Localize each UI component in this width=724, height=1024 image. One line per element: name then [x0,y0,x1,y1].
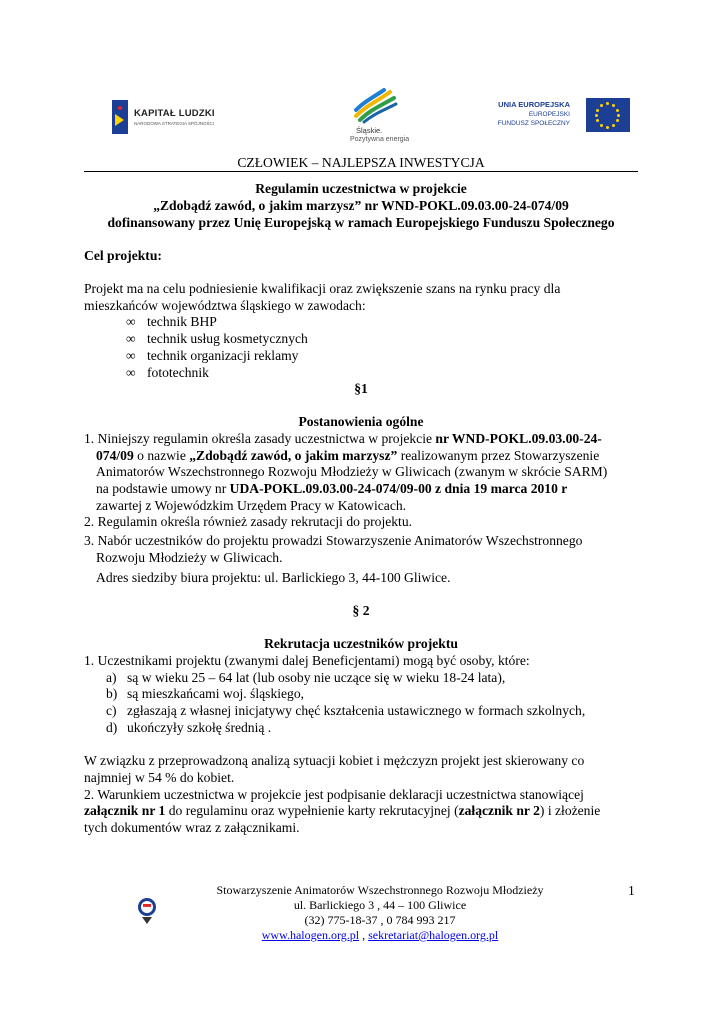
project-name-line: „Zdobądź zawód, o jakim marzysz” nr WND-POKL.09.03.00-24-074/09 [153,198,569,213]
condition-text: są w wieku 25 – 64 lat (lub osoby nie uczące się w wieku 18-24 lata), [127,670,506,685]
list-item [106,670,506,686]
slaskie-waves-icon [350,88,400,124]
header-motto: CZŁOWIEK – NAJLEPSZA INWESTYCJA [237,155,485,170]
text-run: realizowanym przez Stowarzyszenie [397,448,600,463]
document-title: Regulamin uczestnictwa w projekcie [255,181,467,196]
logo-bar [0,88,724,152]
goal-intro-line-2: mieszkańców województwa śląskiego w zawodach: [84,298,366,313]
project-number: nr WND-POKL.09.03.00-24- [435,431,602,446]
section-1-paragraph-1-line-1 [84,431,602,447]
website-link[interactable]: www.halogen.org.pl [261,928,360,942]
section-1-paragraph-2: 2. Regulamin określa również zasady rekrutacji do projektu. [84,514,413,529]
email-link[interactable]: sekretariat@halogen.org.pl [368,928,499,942]
section-2-paragraph-2-line-1: 2. Warunkiem uczestnictwa w projekcie jest podpisanie deklaracji uczestnictwa stanowiącej [84,787,584,802]
bullet-infinity-icon: ∞ [126,314,136,329]
bullet-infinity-icon: ∞ [126,365,136,380]
eu-line-2: EUROPEJSKI [528,111,570,118]
header-divider [84,171,638,172]
list-item [126,331,308,347]
eu-line-1: UNIA EUROPEJSKA [498,100,570,109]
eu-flag-icon [586,98,630,132]
contract-number: UDA-POKL.09.03.00-24-074/09-00 z dnia 19 marca 2010 r [229,481,568,496]
bullet-infinity-icon: ∞ [126,348,136,363]
slaskie-tagline: Pozytywna energia [350,136,410,143]
eu-line-3: FUNDUSZ SPOŁECZNY [497,120,570,127]
kapital-ludzki-emblem-icon [112,100,128,134]
footer-phone: (32) 775-18-37 , 0 784 993 217 [304,913,456,927]
footer-separator: , [359,928,369,942]
list-item [106,686,305,702]
women-note-line-2: najmniej w 54 % do kobiet. [84,770,235,785]
section-1-heading: Postanowienia ogólne [298,414,424,429]
section-1-paragraph-1-line-2 [96,448,599,464]
condition-letter: d) [106,720,118,735]
slaskie-logo [340,88,410,152]
project-number-end: 074/09 [96,448,134,463]
section-1-paragraph-3-line-3: Adres siedziby biura projektu: ul. Barlickiego 3, 44-100 Gliwice. [96,570,451,585]
list-item [106,703,586,719]
section-1-paragraph-3-line-1: 3. Nabór uczestników do projektu prowadzi Stowarzyszenie Animatorów Wszechstronnego [84,533,583,548]
bullet-infinity-icon: ∞ [126,331,136,346]
list-item [126,348,299,364]
section-1-number: §1 [354,381,368,396]
section-2-paragraph-2-line-2 [84,803,600,819]
list-item [106,720,272,736]
condition-text: ukończyły szkołę średnią . [127,720,272,735]
kapital-ludzki-title: KAPITAŁ LUDZKI [134,108,215,119]
footer-links [170,928,590,943]
condition-letter: b) [106,686,118,701]
attachment-2-ref: załącznik nr 2 [458,803,540,818]
section-2-number: § 2 [352,603,370,618]
goal-intro-line-1: Projekt ma na celu podniesienie kwalifikacji oraz zwiększenie szans na rynku pracy dla [84,281,561,296]
section-2-paragraph-2-line-3: tych dokumentów wraz z załącznikami. [84,820,300,835]
women-note-line-1: W związku z przeprowadzoną analizą sytuacji kobiet i mężczyzn projekt jest skierowany co [84,753,585,768]
section-2-paragraph-1: 1. Uczestnikami projektu (zwanymi dalej Beneficjentami) mogą być osoby, które: [84,653,530,668]
slaskie-name: Śląskie. [356,126,383,135]
section-1-paragraph-3-line-2: Rozwoju Młodzieży w Gliwicach. [96,550,283,565]
condition-text: są mieszkańcami woj. śląskiego, [127,686,305,701]
eu-efs-logo [497,98,630,138]
page-number: 1 [628,883,635,898]
goal-heading: Cel projektu: [84,248,162,263]
section-1-paragraph-1-line-3: Animatorów Wszechstronnego Rozwoju Młodzieży w Gliwicach (zwanym w skrócie SARM) [96,464,608,479]
condition-letter: c) [106,703,117,718]
list-item [126,314,217,330]
profession-text: technik usług kosmetycznych [147,331,308,346]
footer-org: Stowarzyszenie Animatorów Wszechstronnego Rozwoju Młodzieży [216,883,544,897]
profession-text: fototechnik [147,365,209,380]
profession-text: technik organizacji reklamy [147,348,299,363]
kapital-ludzki-logo [112,96,230,136]
kapital-ludzki-subtitle: NARODOWA STRATEGIA SPÓJNOŚCI [134,121,215,126]
text-run: na podstawie umowy nr [96,481,230,496]
text-run: do regulaminu oraz wypełnienie karty rekrutacyjnej ( [165,803,459,818]
text-run: ) i złożenie [539,803,601,818]
sarm-emblem-icon [136,895,158,925]
condition-text: zgłaszają z własnej inicjatywy chęć kształcenia ustawicznego w formach szkolnych, [127,703,586,718]
text-run: o nazwie [133,448,190,463]
section-2-heading: Rekrutacja uczestników projektu [264,636,458,651]
funding-line: dofinansowany przez Unię Europejską w ramach Europejskiego Funduszu Społecznego [107,215,615,230]
section-1-paragraph-1-line-4 [96,481,567,497]
attachment-1-ref: załącznik nr 1 [84,803,166,818]
text-run: 1. Niniejszy regulamin określa zasady uczestnictwa w projekcie [84,431,436,446]
footer-address: ul. Barlickiego 3 , 44 – 100 Gliwice [293,898,467,912]
list-item [126,365,209,381]
profession-text: technik BHP [147,314,217,329]
condition-letter: a) [106,670,117,685]
project-title: „Zdobądź zawód, o jakim marzysz” [189,448,398,463]
section-1-paragraph-1-line-5: zawartej z Wojewódzkim Urzędem Pracy w Katowicach. [96,498,407,513]
